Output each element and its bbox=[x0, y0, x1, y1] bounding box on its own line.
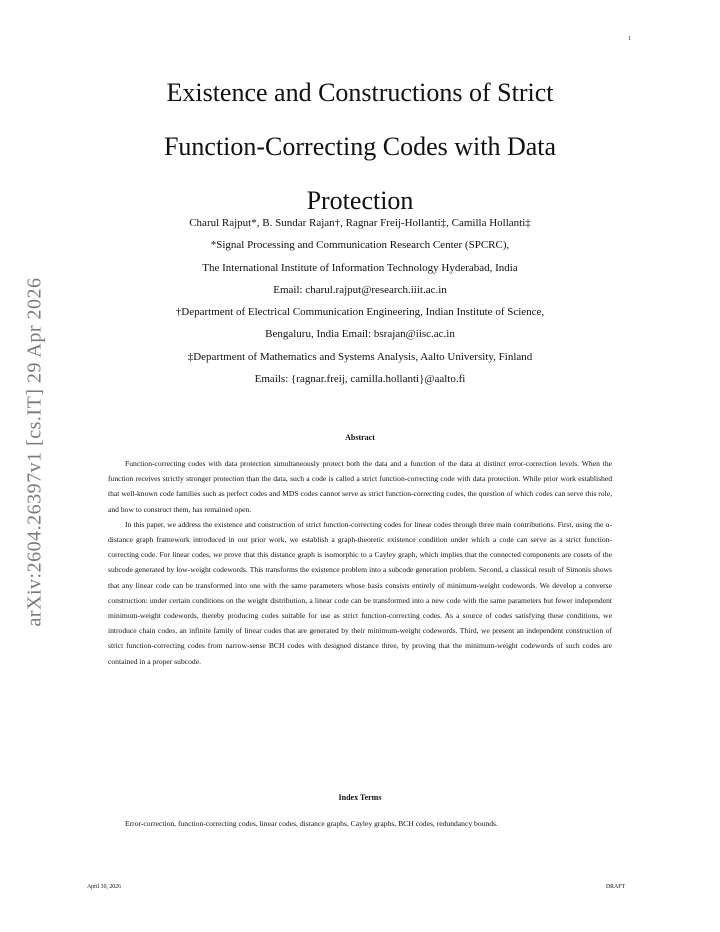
email-rajput[interactable]: Email: charul.rajput@research.iiit.ac.in bbox=[273, 283, 447, 296]
index-terms-heading: Index Terms bbox=[338, 793, 382, 802]
index-terms-body: Error-correction, function-correcting codes, linear codes, distance graphs, Cayley graphs, BCH codes, redundancy bounds. bbox=[125, 819, 498, 828]
email-aalto[interactable]: Emails: {ragnar.freij, camilla.hollanti}@aalto.fi bbox=[254, 373, 466, 386]
affiliation-bengaluru-email[interactable]: Bengaluru, India Email: bsrajan@iisc.ac.in bbox=[265, 328, 455, 341]
abstract-body bbox=[108, 456, 612, 669]
abstract-paragraph-1: Function-correcting codes with data protection simultaneously protect both the data and a function of the data at distinct error-correction levels. When the function receives strictly stronger protection than the data, such a code is called a strict function-correcting code with data protection. While prior work established that well-known code families such as perfect codes and MDS codes cannot serve as strict function-correcting codes, the question of which codes can serve this role, and how to construct them, has remained open. bbox=[108, 459, 612, 514]
author-block bbox=[110, 212, 610, 390]
affiliation-iisc: †Department of Electrical Communication Engineering, Indian Institute of Science, bbox=[175, 306, 545, 319]
abstract-heading: Abstract bbox=[345, 433, 375, 442]
affiliation-iiit: The International Institute of Information Technology Hyderabad, India bbox=[202, 261, 518, 274]
author-names: Charul Rajput*, B. Sundar Rajan†, Ragnar Freij-Hollanti‡, Camilla Hollanti‡ bbox=[189, 217, 531, 229]
arxiv-identifier-stamp[interactable]: arXiv:2604.26397v1 [cs.IT] 29 Apr 2026 bbox=[23, 277, 46, 627]
footer-draft-label: DRAFT bbox=[606, 884, 626, 890]
footer-date: April 30, 2026 bbox=[87, 884, 121, 890]
paper-title: Existence and Constructions of Strict Function-Correcting Codes with Data Protection bbox=[163, 78, 557, 215]
affiliation-spcrc: *Signal Processing and Communication Research Center (SPCRC), bbox=[210, 239, 510, 252]
page-number: 1 bbox=[628, 36, 631, 42]
abstract-paragraph-2: In this paper, we address the existence and construction of strict function-correcting codes for linear codes through three main contributions. First, using the α-distance graph framework introduced in our prior work, we establish a graph-theoretic existence condition under which a code can serve as a strict function-correcting code. For linear codes, we prove that this distance graph is isomorphic to a Cayley graph, which implies that the connected components are cosets of the subcode generated by low-weight codewords. This transforms the existence problem into a subcode generation problem. Second, a classical result of Simonis shows that any linear code can be transformed into one with the same parameters whose basis consists entirely of minimum-weight codewords. We develop a converse construction: under certain conditions on the weight distribution, a linear code can be transformed into a new code with the same parameters but fewer independent minimum-weight codewords, thereby producing codes suitable for use as strict function-correcting codes. As a source of codes satisfying these conditions, we introduce chain codes, an infinite family of linear codes that are generated by their minimum-weight codewords. Third, we present an independent construction of strict function-correcting codes from narrow-sense BCH codes with designed distance three, by proving that the minimum-weight codewords of such codes are contained in a proper subcode. bbox=[108, 519, 612, 666]
affiliation-aalto: ‡Department of Mathematics and Systems Analysis, Aalto University, Finland bbox=[187, 350, 533, 363]
